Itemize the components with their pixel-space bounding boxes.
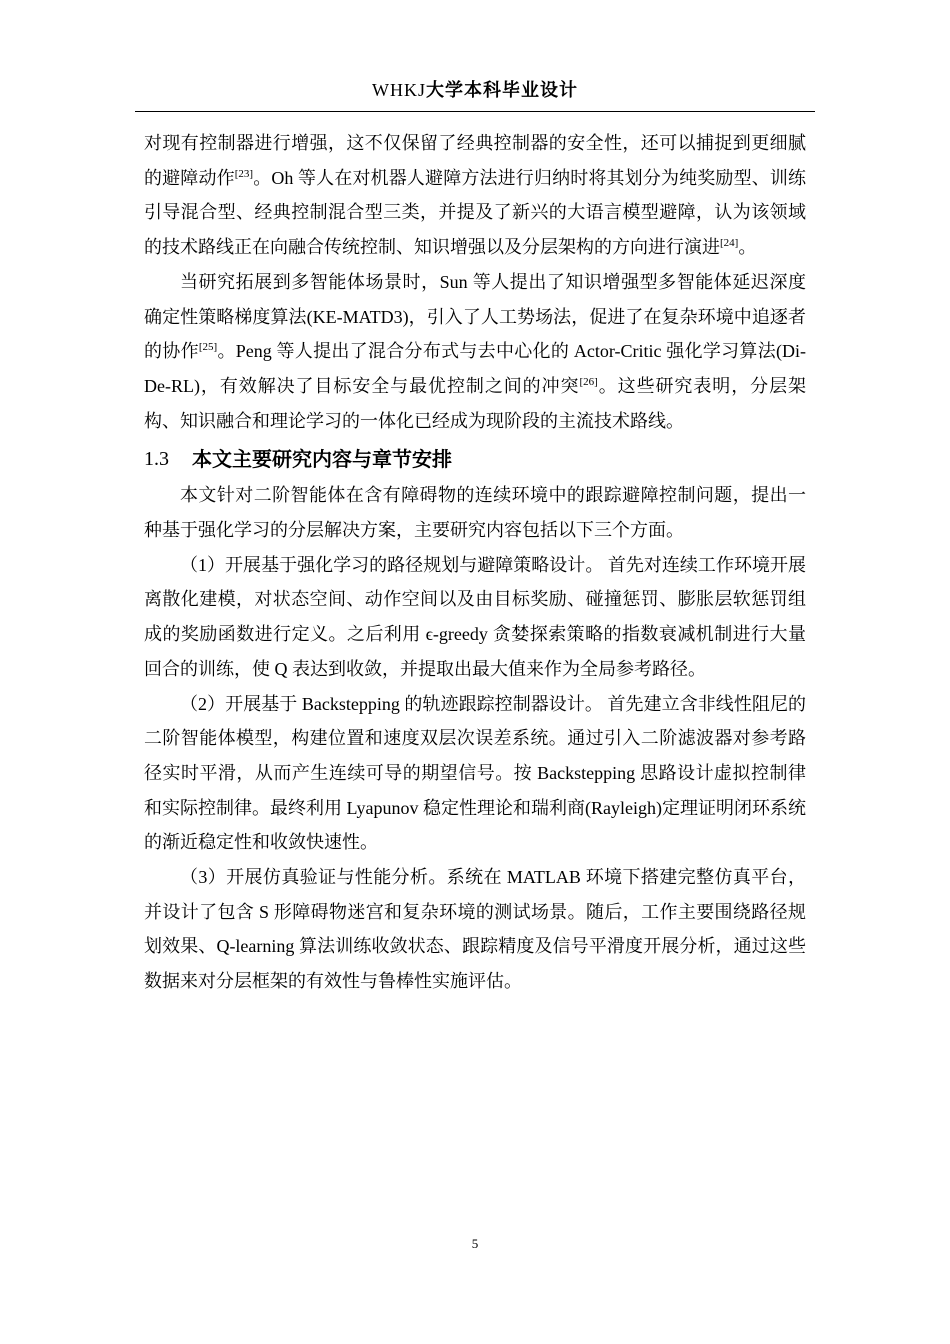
citation-ref: [26] — [579, 375, 598, 388]
paragraph-text: 当研究拓展到多智能体场景时，Sun 等人提出了知识增强型多智能体延迟深度确定性策略梯度算法(KE-MATD3)，引入了人工势场法，促进了在复杂环境中追逐者的协作 — [144, 271, 806, 362]
paragraph-item-2: （2）开展基于 Backstepping 的轨迹跟踪控制器设计。 首先建立含非线性阻尼的二阶智能体模型，构建位置和速度双层次误差系统。通过引入二阶滤波器对参考路径实时平滑，从而产生连续可导的期望信号。按 Backstepping 思路设计虚拟控制律和实际控制律。最终利用 Lyapunov 稳定性理论和瑞利商(Rayleigh)定理证明闭环系统的渐近稳定性和收敛快速性。 — [144, 693, 806, 853]
citation-ref: [24] — [720, 237, 739, 250]
paragraph-continued — [144, 126, 806, 265]
paragraph-text: 。这些研究表明，分层架构、知识融合和理论学习的一体化已经成为现阶段的主流技术路线。 — [144, 375, 807, 431]
paragraph-item-1: （1）开展基于强化学习的路径规划与避障策略设计。 首先对连续工作环境开展离散化建模，对状态空间、动作空间以及由目标奖励、碰撞惩罚、膨胀层软惩罚组成的奖励函数进行定义。之后利用 ϵ-greedy 贪婪探索策略的指数衰减机制进行大量回合的训练，使 Q 表达到收敛，并提取出最大值来作为全局参考路径。 — [144, 554, 806, 679]
section-heading — [144, 440, 806, 478]
paragraph-text: 。 — [738, 237, 757, 258]
header-title: 大学本科毕业设计 — [426, 80, 578, 101]
citation-ref: [23] — [234, 167, 254, 180]
paragraph-text: 。Oh 等人在对机器人避障方法进行归纳时将其划分为纯奖励型、训练引导混合型、经典控制混合型三类，并提及了新兴的大语言模型避障，认为该领域的技术路线正在向融合传统控制、知识增强以及分层架构的方向进行演进 — [144, 167, 807, 258]
page-body — [144, 126, 806, 999]
page-header — [135, 76, 815, 102]
section-title: 本文主要研究内容与章节安排 — [192, 447, 452, 472]
header-rule — [135, 111, 815, 112]
paragraph-intro: 本文针对二阶智能体在含有障碍物的连续环境中的跟踪避障控制问题，提出一种基于强化学习的分层解决方案，主要研究内容包括以下三个方面。 — [144, 485, 806, 541]
page-number: 5 — [471, 1236, 479, 1251]
section-number: 1.3 — [144, 448, 169, 471]
paragraph-multi-agent — [144, 265, 806, 439]
citation-ref: [25] — [198, 341, 218, 354]
paragraph-item-3: （3）开展仿真验证与性能分析。系统在 MATLAB 环境下搭建完整仿真平台，并设计了包含 S 形障碍物迷宫和复杂环境的测试场景。随后，工作主要围绕路径规划效果、Q-learning 算法训练收敛状态、跟踪精度及信号平滑度开展分析，通过这些数据来对分层框架的有效性与鲁棒性实施评估。 — [144, 867, 806, 992]
header-school-code: WHKJ — [372, 80, 426, 100]
paragraph-text: 对现有控制器进行增强，这不仅保留了经典控制器的安全性，还可以捕捉到更细腻的避障动作 — [144, 133, 806, 188]
paragraph-text: 。Peng 等人提出了混合分布式与去中心化的 Actor-Critic 强化学习算法(Di-De-RL)，有效解决了目标安全与最优控制之间的冲突 — [144, 341, 806, 396]
